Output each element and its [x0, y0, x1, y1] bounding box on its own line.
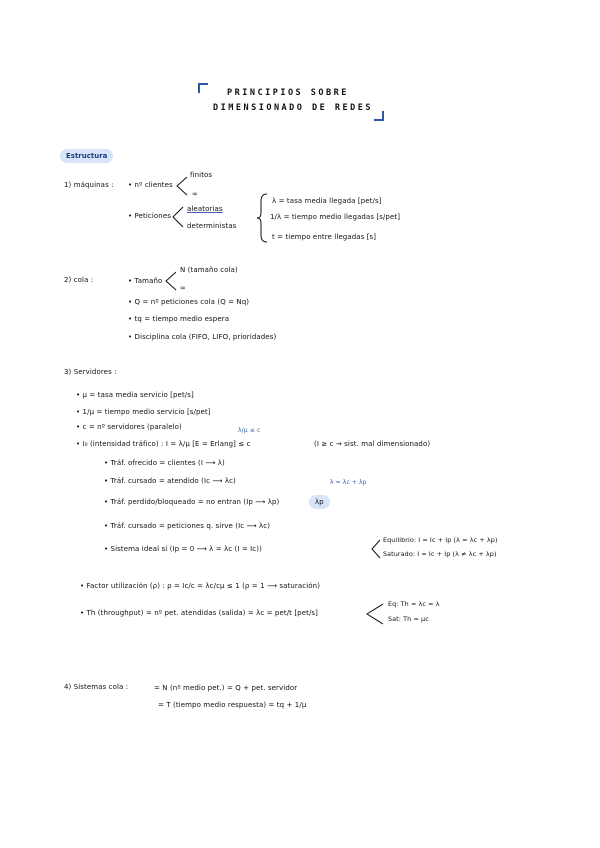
s1-def-arrival-rate: λ = tasa media llegada [pet/s]: [272, 197, 382, 205]
s1-clients-branch: [175, 176, 189, 196]
s3-utilization: • Factor utilización (ρ) : ρ = Ic/c = λc/cμ ≤ 1 (ρ = 1 ⟶ saturación): [80, 582, 321, 590]
s2-heading: 2) cola :: [64, 276, 94, 284]
s2-size-infinite: ∞: [180, 284, 186, 292]
s3-intensity-warning: (I ≥ c → sist. mal dimensionado): [314, 440, 431, 448]
s3-item-service-time: • 1/μ = tiempo medio servicio [s/pet]: [76, 408, 211, 416]
s2-item-discipline: • Disciplina cola (FIFO, LIFO, prioridades): [128, 333, 277, 341]
s3-throughput-eq: Eq: Th = λc = λ: [388, 600, 440, 608]
s3-item-servers: • c = nº servidores (paralelo): [76, 423, 182, 431]
title-corner-bottom-right: [374, 111, 384, 121]
s3-item-service-rate: • μ = tasa media servicio [pet/s]: [76, 391, 194, 399]
s1-requests-random: aleatorias: [187, 205, 223, 213]
s3-sub-ideal: • Sistema ideal si (Ip = 0 ⟶ λ = λc (I = Ic)): [104, 545, 262, 553]
s1-definitions-brace: [257, 193, 269, 243]
s3-sub-lost: • Tráf. perdido/bloqueado = no entran (Ip ⟶ λp): [104, 498, 280, 506]
section-label: Estructura: [60, 149, 113, 163]
s3-heading: 3) Servidores :: [64, 368, 117, 376]
s3-sub-served: • Tráf. cursado = peticiones q. sirve (Ic ⟶ λc): [104, 522, 271, 530]
s3-ideal-equilibrium: Equilibrio: I = Ic + Ip (λ = λc + λp): [383, 536, 498, 544]
s3-sub-offered: • Tráf. ofrecido = clientes (I ⟶ λ): [104, 459, 225, 467]
s2-item-queue-count: • Q = nº peticiones cola (Q = Nq): [128, 298, 250, 306]
s1-item-clients: • nº clientes: [128, 181, 173, 189]
s3-sub-carried: • Tráf. cursado = atendido (Ic ⟶ λc): [104, 477, 236, 485]
s1-heading: 1) máquinas :: [64, 181, 114, 189]
s1-def-arrival-time: 1/λ = tiempo medio llegadas [s/pet]: [270, 213, 401, 221]
s3-intensity-note: λ/μ ≤ c: [238, 427, 261, 434]
s2-item-wait-time: • tq = tiempo medio espera: [128, 315, 230, 323]
s4-line-n: = N (nº medio pet.) = Q + pet. servidor: [154, 684, 298, 692]
s3-ideal-branch: [370, 539, 382, 559]
s3-item-intensity: • I₀ (intensidad tráfico) : I = λ/μ [E = Erlang] ≤ c: [76, 440, 251, 448]
s1-clients-infinite: ∞: [192, 190, 198, 198]
s2-item-size: • Tamaño: [128, 277, 163, 285]
s3-lost-note: λ = λc + λp: [330, 479, 367, 486]
s2-size-branch: [164, 271, 178, 291]
s3-lost-bubble: λp: [309, 495, 330, 509]
page-title-line2: DIMENSIONADO DE REDES: [213, 103, 373, 113]
title-corner-top-left: [198, 83, 208, 93]
s3-ideal-saturated: Saturado: I = Ic + Ip (λ ≠ λc + λp): [383, 550, 497, 558]
s4-line-t: = T (tiempo medio respuesta) = tq + 1/μ: [158, 701, 307, 709]
s4-heading: 4) Sistemas cola :: [64, 683, 129, 691]
s1-item-requests: • Peticiones: [128, 212, 171, 220]
s3-throughput-branch: [365, 603, 385, 625]
s1-def-interarrival: t = tiempo entre llegadas [s]: [272, 233, 377, 241]
s1-requests-branch: [171, 206, 185, 228]
s1-requests-deterministic: deterministas: [187, 222, 237, 230]
s3-throughput: • Th (throughput) = nº pet. atendidas (salida) = λc = pet/t [pet/s]: [80, 609, 319, 617]
page-title-line1: PRINCIPIOS SOBRE: [227, 88, 349, 98]
s3-throughput-sat: Sat: Th = μc: [388, 615, 429, 623]
s2-size-n: N (tamaño cola): [180, 266, 238, 274]
s1-clients-finite: finitos: [190, 171, 213, 179]
